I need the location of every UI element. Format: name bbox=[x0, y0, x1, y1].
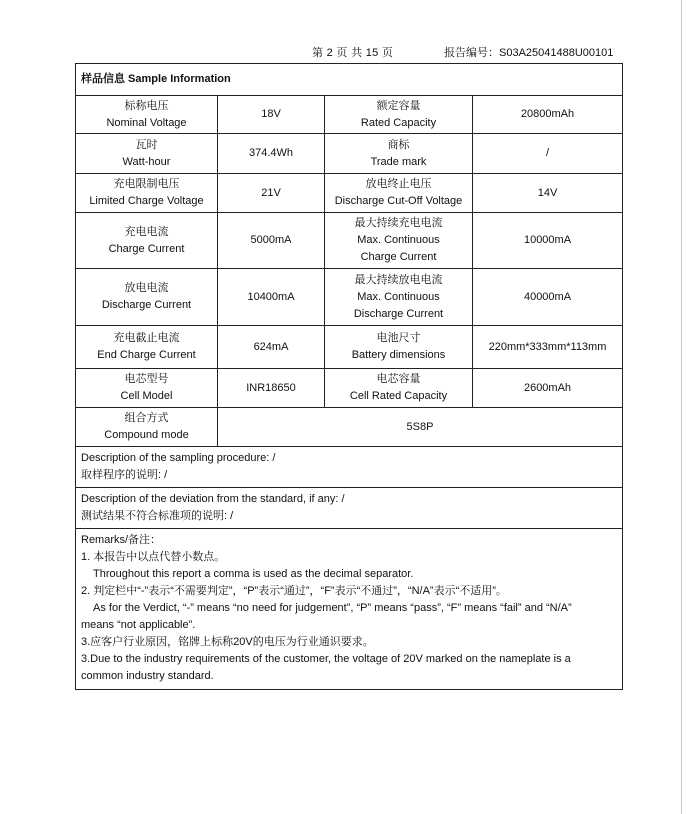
trade-mark-value: / bbox=[473, 134, 623, 174]
page-count: 第 2 页 共 15 页 bbox=[312, 47, 394, 59]
end-charge-current-value: 624mA bbox=[218, 326, 325, 369]
rated-capacity-value: 20800mAh bbox=[473, 96, 623, 134]
table-row bbox=[76, 213, 623, 269]
table-row bbox=[76, 174, 623, 213]
page-edge bbox=[681, 0, 682, 814]
label-en: Rated Capacity bbox=[360, 116, 437, 129]
compound-mode-value: 5S8P bbox=[218, 408, 623, 447]
sampling-line-en: Description of the sampling procedure: / bbox=[81, 452, 276, 464]
watt-hour-label bbox=[76, 134, 218, 174]
label-cn: 放电终止电压 bbox=[365, 178, 432, 190]
trade-mark-label bbox=[325, 134, 473, 174]
deviation-line-cn: 测试结果不符合标准项的说明: / bbox=[81, 510, 234, 522]
nominal-voltage-label bbox=[76, 96, 218, 134]
label-en: Discharge Current bbox=[101, 299, 192, 311]
rated-capacity-label bbox=[325, 96, 473, 134]
compound-mode-label bbox=[76, 408, 218, 447]
max-continuous-charge-current-label bbox=[325, 213, 473, 269]
battery-dimensions-label bbox=[325, 326, 473, 369]
label-en: Battery dimensions bbox=[351, 349, 446, 361]
label-en: Max. Continuous bbox=[357, 234, 440, 246]
table-row bbox=[76, 96, 623, 134]
charge-current-value: 5000mA bbox=[218, 213, 325, 269]
discharge-cutoff-voltage-label bbox=[325, 174, 473, 213]
deviation-row bbox=[76, 488, 623, 529]
label-cn: 最大持续充电电流 bbox=[354, 217, 443, 229]
sample-information-title: 样品信息 Sample Information bbox=[76, 64, 623, 96]
cell-model-label bbox=[76, 369, 218, 408]
label-cn: 最大持续放电电流 bbox=[354, 273, 443, 286]
label-cn: 组合方式 bbox=[124, 412, 169, 424]
remark-1-cn: 1. 本报告中以点代替小数点。 bbox=[81, 551, 226, 563]
max-continuous-discharge-current-label bbox=[325, 269, 473, 326]
label-cn: 瓦时 bbox=[135, 138, 158, 151]
limited-charge-voltage-label bbox=[76, 174, 218, 213]
remarks-block bbox=[76, 529, 623, 690]
remarks-row bbox=[76, 529, 623, 690]
label-en: Discharge Cut-Off Voltage bbox=[334, 195, 463, 207]
remark-3-cn: 3.应客户行业原因，铭牌上标称20V的电压为行业通识要求。 bbox=[81, 636, 374, 648]
label-en: Compound mode bbox=[104, 429, 189, 441]
limited-charge-voltage-value: 21V bbox=[218, 174, 325, 213]
label-cn: 商标 bbox=[387, 138, 410, 151]
label-cn: 电芯型号 bbox=[124, 373, 169, 385]
page-header bbox=[0, 44, 686, 60]
label-en: Max. Continuous bbox=[357, 290, 440, 303]
report-number: 报告编号：S03A25041488U00101 bbox=[444, 47, 614, 59]
charge-current-label bbox=[76, 213, 218, 269]
remark-3-en: 3.Due to the industry requirements of the customer, the voltage of 20V marked on the nameplate is a bbox=[81, 653, 571, 665]
cell-model-value: INR18650 bbox=[218, 369, 325, 408]
label-en: Discharge Current bbox=[353, 307, 444, 320]
remark-2-cn: 2. 判定栏中“-”表示“不需要判定”，“P”表示“通过”，“F”表示“不通过”，“N/A”表示“不适用”。 bbox=[81, 585, 507, 597]
label-en: Charge Current bbox=[360, 251, 437, 263]
sampling-row bbox=[76, 447, 623, 488]
sampling-line-cn: 取样程序的说明: / bbox=[81, 469, 168, 481]
watt-hour-value: 374.4Wh bbox=[218, 134, 325, 174]
table-row bbox=[76, 408, 623, 447]
sampling-procedure-description bbox=[76, 447, 623, 488]
discharge-current-value: 10400mA bbox=[218, 269, 325, 326]
table-row bbox=[76, 269, 623, 326]
label-en: End Charge Current bbox=[97, 349, 196, 361]
remark-2-en-cont: means “not applicable”. bbox=[81, 619, 196, 631]
label-cn: 电池尺寸 bbox=[376, 332, 421, 344]
label-en: Cell Model bbox=[120, 390, 173, 402]
nominal-voltage-value: 18V bbox=[218, 96, 325, 134]
label-cn: 放电电流 bbox=[124, 282, 169, 294]
max-continuous-discharge-current-value: 40000mA bbox=[473, 269, 623, 326]
remark-2-en: As for the Verdict, “-” means “no need for judgement”, “P” means “pass”, “F” means “fail” and “N/A” bbox=[93, 602, 572, 614]
battery-dimensions-value: 220mm*333mm*113mm bbox=[473, 326, 623, 369]
sample-information-table bbox=[75, 63, 623, 690]
label-en: Watt-hour bbox=[122, 155, 171, 168]
label-en: Limited Charge Voltage bbox=[89, 195, 204, 207]
label-en: Trade mark bbox=[370, 155, 427, 168]
label-cn: 充电电流 bbox=[124, 225, 169, 238]
label-cn: 标称电压 bbox=[124, 99, 169, 112]
remark-1-en: Throughout this report a comma is used as the decimal separator. bbox=[93, 568, 414, 580]
deviation-description bbox=[76, 488, 623, 529]
remark-3-en-cont: common industry standard. bbox=[81, 670, 214, 682]
remarks-title: Remarks/备注： bbox=[81, 534, 162, 546]
max-continuous-charge-current-value: 10000mA bbox=[473, 213, 623, 269]
label-cn: 充电截止电流 bbox=[113, 332, 180, 344]
label-cn: 充电限制电压 bbox=[113, 178, 180, 190]
label-en: Nominal Voltage bbox=[106, 116, 187, 129]
label-en: Charge Current bbox=[108, 242, 185, 255]
table-row bbox=[76, 369, 623, 408]
deviation-line-en: Description of the deviation from the standard, if any: / bbox=[81, 493, 345, 505]
cell-rated-capacity-label bbox=[325, 369, 473, 408]
cell-rated-capacity-value: 2600mAh bbox=[473, 369, 623, 408]
table-row bbox=[76, 134, 623, 174]
section-header-row bbox=[76, 64, 623, 96]
label-cn: 电芯容量 bbox=[376, 373, 421, 385]
table-row bbox=[76, 326, 623, 369]
label-cn: 额定容量 bbox=[376, 99, 421, 112]
label-en: Cell Rated Capacity bbox=[349, 390, 448, 402]
discharge-cutoff-voltage-value: 14V bbox=[473, 174, 623, 213]
discharge-current-label bbox=[76, 269, 218, 326]
end-charge-current-label bbox=[76, 326, 218, 369]
